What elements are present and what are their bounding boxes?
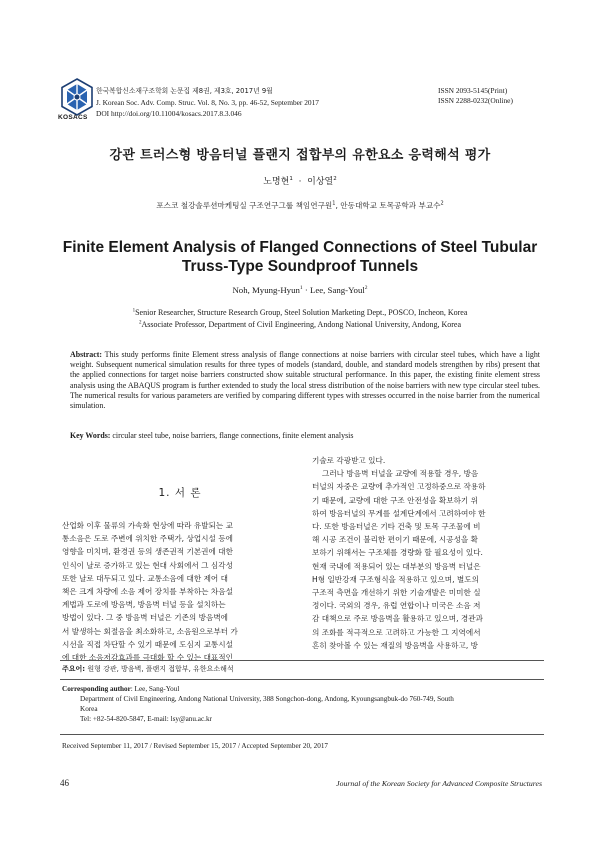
body-line: 영향을 미치며, 환경권 등의 생존권적 기본권에 대한: [62, 547, 233, 557]
corresponding-label: Corresponding author: [62, 685, 131, 693]
body-line: 하여 방음터널의 무게를 설계단계에서 고려하여야 한: [312, 508, 486, 518]
authors-ko: 노명현$^1$ · 이상열$^2$: [263, 176, 337, 187]
body-line: 통소음은 도로 주변에 위치한 주택가, 상업시설 등에: [62, 534, 233, 544]
body-line: 터널의 자중은 교량에 추가적인 고정하중으로 작용하: [312, 482, 486, 492]
body-line: 정이다. 국외의 경우, 유럽 연합이나 미국은 소음 저: [312, 601, 481, 611]
body-line: 의 조화를 적극적으로 고려하고 가능한 그 지역에서: [312, 627, 481, 637]
abstract: [70, 350, 540, 411]
page-number: 46: [60, 778, 69, 788]
abstract-text: This study performs finite Element stress analysis of flange connections at noise barriers with circular steel tubes, which have a light weight. Subsequent numerical simulation results for three types of models (standard, double, and standard models strengthen by ribs) present that the applied connections for target noise barriers constructed show suitable structural performance. In this paper, the existing finite element stress analysis using the ABAQUS program is further extended to study the local stress distribution of the noise barriers with new type circular steel tubes. The numerical results for various parameters are verified by comparing different types with stresses occurred in the noise barrier from the numerical simulation.: [70, 350, 540, 411]
affiliation-en-2: $^2$Associate Professor, Department of Civil Engineering, Andong National University, Andong, Korea: [138, 320, 462, 329]
author1-en: Noh, Myung-Hyun: [232, 285, 300, 295]
footnote-divider-bottom: [60, 734, 544, 735]
body-line: 방법이 있다. 그 중 방음벽 터널은 기존의 방음벽에: [62, 613, 229, 623]
paper-title-en-line1: Finite Element Analysis of Flanged Connections of Steel Tubular: [62, 239, 538, 256]
issn-print: ISSN 2093-5145(Print): [438, 86, 508, 95]
logo-text: KOSACS: [58, 114, 88, 121]
paper-title-ko: 강관 트러스형 방음터널 플랜지 접합부의 유한요소 응력해석 평가: [109, 148, 491, 163]
body-line: 보하기 위해서는 구조체를 경량화 할 필요성이 있다.: [312, 548, 483, 558]
body-line: 기술로 각광받고 있다.: [312, 456, 386, 465]
author2-en: Lee, Sang-Youl: [309, 285, 365, 295]
body-line: 현재 국내에 적용되어 있는 대부분의 방음벽 터널은: [312, 561, 481, 571]
abstract-label: Abstract:: [70, 350, 102, 359]
doi-link[interactable]: DOI http://doi.org/10.11004/kosacs.2017.8.3.046: [96, 109, 242, 118]
body-line: 시선을 직접 차단할 수 있기 때문에 도심지 교통시설: [62, 639, 233, 649]
keywords-ko: [62, 664, 234, 674]
section-heading-introduction: 1. 서 론: [158, 487, 202, 499]
body-line: 계법과 도로에 방음벽, 방음벽 터널 등을 설치하는: [62, 600, 226, 610]
author2-ko: 이상열: [307, 177, 334, 187]
corresponding-address: Department of Civil Engineering, Andong National University, 388 Songchon-dong, Andong, Kyoungsangbuk-do 760-749, South Korea Tel: +82-54-820-5847, E-mail: lsy@anu.ac.kr: [80, 694, 550, 724]
paper-title-en-line2: Truss-Type Soundproof Tunnels: [181, 258, 419, 275]
keywords-ko-text: 원형 강관, 방음벽, 플랜지 접합부, 유한요소해석: [87, 665, 234, 673]
body-line: 그러나 방음벽 터널을 교량에 적용할 경우, 방음: [322, 469, 479, 479]
keywords-text: circular steel tube, noise barriers, flange connections, finite element analysis: [112, 431, 354, 440]
body-column-right: [312, 454, 544, 652]
affiliation-en-1: $^1$Senior Researcher, Structure Research Group, Steel Solution Marketing Dept., POSCO, Incheon, Korea: [132, 308, 468, 317]
affiliations-ko: 포스코 철강솔루션마케팅실 구조연구그룹 책임연구원$^1$, 안동대학교 토목공학과 부교수$^2$: [156, 200, 444, 210]
authors-en: Noh, Myung-Hyun$^1$ · Lee, Sang-Youl$^2$: [232, 285, 368, 295]
received-dates: Received September 11, 2017 / Revised September 15, 2017 / Accepted September 20, 2017: [62, 742, 329, 750]
keywords: [70, 431, 540, 440]
author1-ko: 노명현: [263, 177, 290, 187]
footer-journal-name: Journal of the Korean Society for Advanced Composite Structures: [336, 779, 542, 788]
body-line: H형 일반강재 구조형식을 적용하고 있으며, 별도의: [312, 574, 479, 584]
body-line: 책은 크게 차량에 소음 제어 장치를 부착하는 차음설: [62, 587, 233, 597]
body-line: 흔히 찾아볼 수 있는 재질의 방음벽을 사용하고, 방: [312, 640, 479, 650]
body-line: 기 때문에, 교량에 대한 구조 안전성을 확보하기 위: [312, 495, 479, 505]
body-line: 산업화 이후 물류의 가속화 현상에 따라 유발되는 교: [62, 521, 233, 530]
issn-online: ISSN 2288-0232(Online): [438, 96, 513, 105]
body-line: 서 발생하는 회절음을 최소화하고, 소음원으로부터 가: [62, 626, 238, 636]
body-line: 해 시공 조건이 불리한 편이기 때문에, 시공성을 확: [312, 535, 479, 545]
body-line: 감 대책으로 주로 방음벽을 활용하고 있으며, 경관과: [312, 614, 483, 624]
kosacs-logo: [60, 78, 94, 116]
body-line: 다. 또한 방음터널은 기타 건축 및 토목 구조물에 비: [312, 522, 481, 532]
footnote-divider-middle: [60, 679, 544, 680]
body-column-left: [62, 519, 300, 664]
body-line: 인식이 날로 증가하고 있는 현대 사회에서 그 심각성: [62, 560, 233, 570]
corresponding-author: [62, 684, 179, 694]
journal-name-ko: 한국복합신소재구조학회 논문집 제8권, 제3호, 2017년 9월: [96, 87, 273, 95]
body-line: 구조적 측면을 개선하기 위한 기술개발은 미미한 실: [312, 588, 481, 598]
corresponding-contact: Tel: +82-54-820-5847, E-mail: lsy@anu.ac.kr: [80, 715, 212, 723]
body-line: 또한 날로 대두되고 있다. 교통소음에 대한 제어 대: [62, 573, 229, 583]
body-line: 에 대한 소음저감효과를 극대화 할 수 있는 대표적인: [62, 653, 233, 663]
footnote-divider-top: [60, 660, 544, 661]
corresponding-name: : Lee, Sang-Youl: [130, 685, 180, 693]
journal-name-en: J. Korean Soc. Adv. Comp. Struc. Vol. 8, No. 3, pp. 46-52, September 2017: [96, 98, 320, 107]
keywords-label: Key Words:: [70, 431, 111, 440]
keywords-ko-label: 주요어:: [62, 665, 86, 673]
